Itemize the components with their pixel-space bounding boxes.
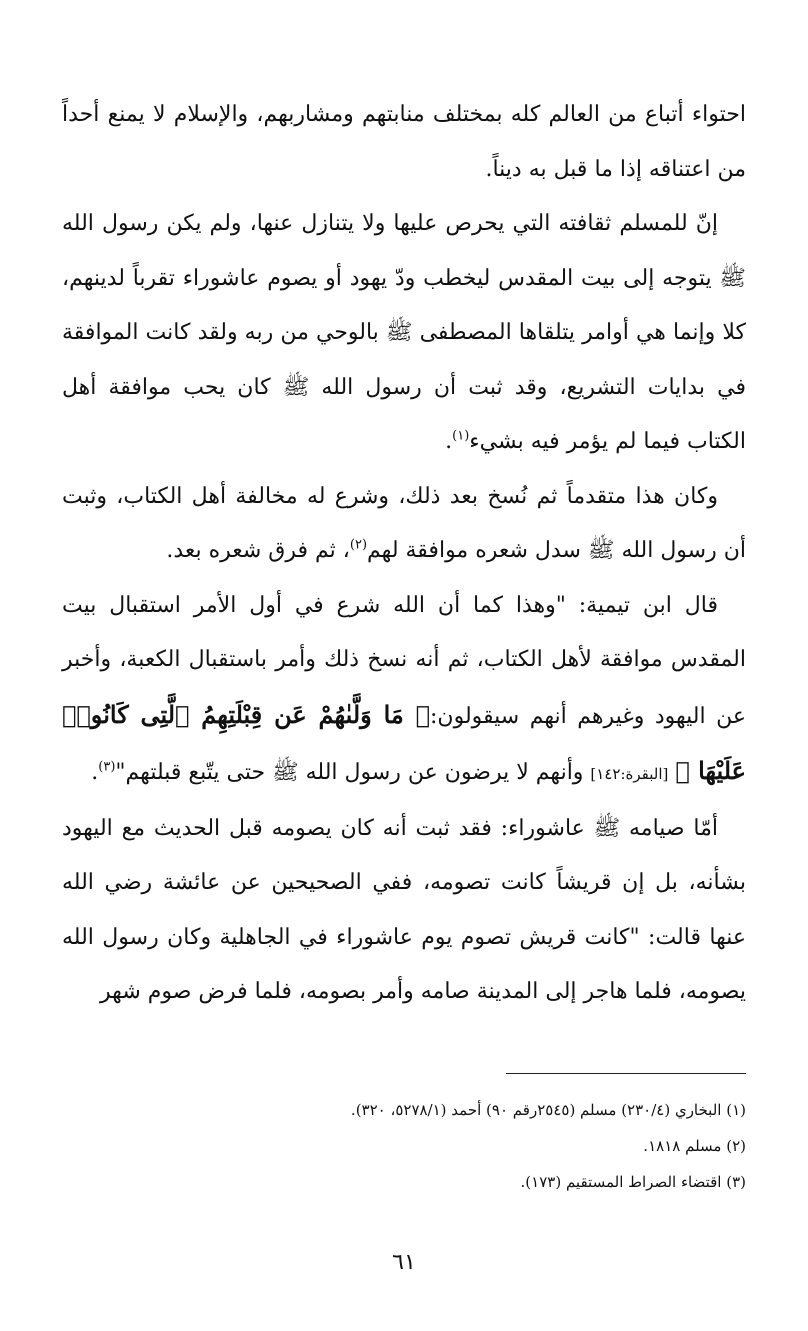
- paragraph: [62, 197, 746, 470]
- verse-citation: [البقرة:١٤٢]: [590, 765, 669, 783]
- paragraph-continuation: [62, 88, 746, 197]
- page-number: ٦١: [392, 1250, 416, 1275]
- footnote-divider: [506, 1073, 746, 1074]
- paragraph-text: إنّ للمسلم ثقافته التي يحرص عليها ولا يتنازل عنها، ولم يكن رسول الله ﷺ يتوجه إلى بيت المقدس ليخطب ودّ يهود أو يصوم عاشوراء تقرباً لدينهم، كلا وإنما هي أوامر يتلقاها المصطفى ﷺ بالوحي من ربه ولقد كانت الموافقة في بدايات التشريع، وقد ثبت أن رسول الله ﷺ كان يحب موافقة أهل الكتاب فيما لم يؤمر فيه بشيء: [62, 211, 746, 454]
- paragraph-text: قال ابن تيمية: "وهذا كما أن الله شرع في أول الأمر استقبال بيت المقدس موافقة لأهل الكتاب، ثم أنه نسخ ذلك وأمر باستقبال الكعبة، وأخبر عن اليهود وغيرهم أنهم سيقولون:: [62, 592, 746, 729]
- footnote-ref: (٢): [349, 537, 368, 553]
- quran-verse: ﴿ مَا وَلَّىٰهُمْ عَن قِبْلَتِهِمُ ٱلَّتِى كَانُوا۟ عَلَيْهَا ﴾: [62, 699, 746, 785]
- paragraph-end: .: [445, 429, 453, 454]
- footnote-item: (٢) مسلم ١٨١٨.: [643, 1137, 746, 1155]
- paragraph-text: أمّا صيامه ﷺ عاشوراء: فقد ثبت أنه كان يصومه قبل الحديث مع اليهود بشأنه، بل إن قريشاً كانت تصومه، ففي الصحيحين عن عائشة رضي الله عنها قالت: "كانت قريش تصوم يوم عاشوراء في الجاهلية وكان رسول الله يصومه، فلما هاجر إلى المدينة صامه وأمر بصومه، فلما فرض صوم شهر: [62, 815, 746, 1004]
- paragraph-text: وكان هذا متقدماً ثم نُسخ بعد ذلك، وشرع له مخالفة أهل الكتاب، وثبت أن رسول الله ﷺ سدل شعره موافقة لهم: [62, 483, 746, 563]
- footnotes: [62, 1092, 746, 1200]
- paragraph-end: ، ثم فرق شعره بعد.: [166, 538, 350, 563]
- paragraph-end: .: [91, 760, 99, 785]
- footnote-item: (٣) اقتضاء الصراط المستقيم (١٧٣).: [520, 1173, 746, 1191]
- paragraph: [62, 802, 746, 1020]
- main-text: [62, 88, 746, 1020]
- paragraph-text: وأنهم لا يرضون عن رسول الله ﷺ حتى يتّبع قبلتهم": [115, 760, 591, 785]
- paragraph: [62, 470, 746, 579]
- paragraph: [62, 579, 746, 802]
- footnote-ref: (١): [452, 428, 470, 444]
- footnote-ref: (٣): [98, 759, 116, 775]
- paragraph-text: احتواء أتباع من العالم كله بمختلف منابتهم ومشاربهم، والإسلام لا يمنع أحداً من اعتناقه إذا ما قبل به ديناً.: [62, 102, 746, 182]
- footnote-item: (١) البخاري (٢٣٠/٤) مسلم (٢٥٤٥رقم ٩٠) أحمد (٥٢٧٨/١، ٣٢٠).: [350, 1101, 746, 1119]
